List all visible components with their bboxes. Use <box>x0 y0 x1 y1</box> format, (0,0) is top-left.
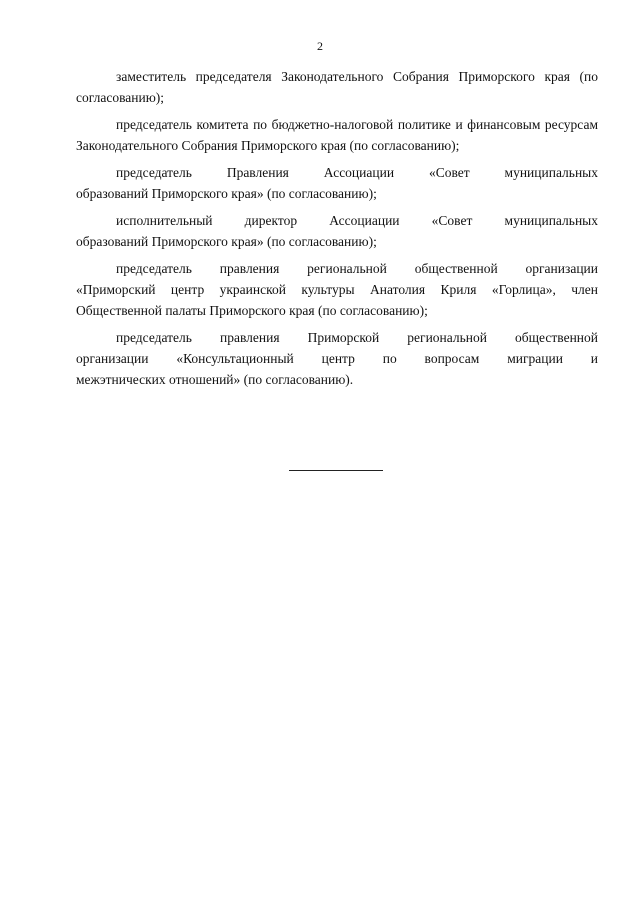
paragraph-line: межэтнических отношений» (по согласованию). <box>76 372 354 387</box>
paragraph-deputy-chairman: заместитель председателя Законодательного Собрания Приморского края (по согласованию); <box>76 69 598 105</box>
paragraph-association-chairman <box>76 162 598 204</box>
end-divider <box>289 470 383 471</box>
document-body <box>76 66 598 396</box>
paragraph-line: председатель правления Приморской региональной общественной <box>116 330 598 345</box>
paragraph-budget-committee-chairman: председатель комитета по бюджетно-налоговой политике и финансовым ресурсам Законодательного Собрания Приморского края (по согласованию); <box>76 117 598 153</box>
paragraph-line: образований Приморского края» (по согласованию); <box>76 234 377 249</box>
paragraph-line: председатель Правления Ассоциации «Совет муниципальных <box>116 165 598 180</box>
paragraph-line: образований Приморского края» (по согласованию); <box>76 186 377 201</box>
paragraph-ukrainian-culture-center <box>76 258 598 321</box>
page-number: 2 <box>317 39 323 53</box>
paragraph-line: председатель правления региональной общественной организации <box>116 261 598 276</box>
paragraph-line: организации «Консультационный центр по вопросам миграции и <box>76 351 598 366</box>
paragraph-executive-director <box>76 210 598 252</box>
paragraph-migration-center <box>76 327 598 390</box>
paragraph-line: «Приморский центр украинской культуры Анатолия Криля «Горлица», член Общественной палаты Приморского края (по согласованию); <box>76 282 598 318</box>
paragraph-line: исполнительный директор Ассоциации «Совет муниципальных <box>116 213 598 228</box>
